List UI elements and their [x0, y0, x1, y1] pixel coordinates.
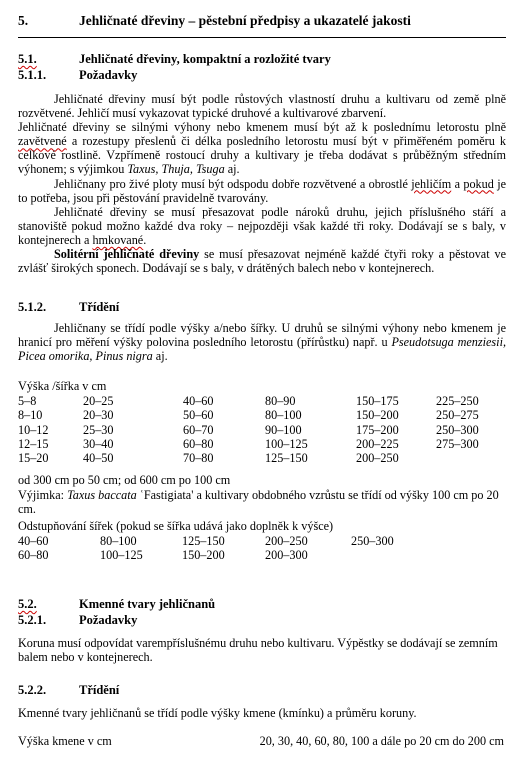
- size-table-cell: 15–20: [18, 451, 49, 466]
- size-table-header: Výška /šířka v cm: [18, 379, 107, 393]
- steps-line: od 300 cm po 50 cm; od 600 cm po 100 cm: [18, 473, 231, 487]
- size-table-cell: 80–90: [265, 394, 296, 408]
- width-table-cell: 250–300: [351, 534, 394, 548]
- chapter-title: Jehličnaté dřeviny – pěstební předpisy a ukazatelé jakosti: [79, 13, 411, 28]
- width-table-header: Odstupňování šířek (pokud se šířka udává jako doplněk k výšce): [18, 519, 334, 533]
- size-table-cell: 30–40: [83, 436, 114, 451]
- trunk-height-values: 20, 30, 40, 60, 80, 100 a dále po 20 cm do 200 cm: [259, 734, 504, 748]
- width-table-cell: 80–100: [100, 534, 137, 548]
- sorting-text: Jehličnany se třídí podle výšky a/nebo šířky. U druhů se silnými výhony nebo kmenem je hranicí pro měření výšky polovina posledního letorostu (přírůstku) např. u Pseudotsuga menziesii, Picea omorika, Pinus nigra aj.: [18, 321, 506, 364]
- size-table-cell: 20–25: [83, 394, 114, 408]
- size-table-cell: 40–60: [183, 394, 214, 408]
- size-table-cell: 8–10: [18, 408, 43, 423]
- width-table-cell: 60–80: [18, 548, 49, 562]
- size-table-cell: 10–12: [18, 422, 49, 437]
- size-table-cell: 50–60: [183, 408, 214, 423]
- section-5-2-2-number: 5.2.2.: [18, 683, 47, 697]
- section-5-1-number: 5.1.: [18, 52, 37, 66]
- size-table-cell: 250–300: [436, 422, 479, 437]
- size-table-cell: 275–300: [436, 436, 479, 451]
- size-table-cell: 200–250: [356, 451, 399, 466]
- width-table-cell: 100–125: [100, 548, 143, 562]
- section-5-2-2-title: Třídění: [79, 683, 120, 697]
- width-table-cell: 150–200: [182, 548, 225, 562]
- size-table-cell: 70–80: [183, 451, 214, 466]
- section-5-2-number: 5.2.: [18, 597, 37, 611]
- trunk-sorting-text: Kmenné tvary jehličnanů se třídí podle výšky kmene (kmínku) a průměru koruny.: [18, 706, 417, 720]
- section-5-1-title: Jehličnaté dřeviny, kompaktní a rozložité tvary: [79, 52, 331, 66]
- req-paragraph-1: Jehličnaté dřeviny musí být podle růstových vlastností druhu a kultivaru od země plně rozvětvené. Jehličí musí vykazovat typické druhové a kultivarové zbarvení.: [18, 92, 506, 121]
- section-5-2-title: Kmenné tvary jehličnanů: [79, 597, 216, 611]
- requirements-text: [18, 92, 506, 275]
- trunk-height-label: Výška kmene v cm: [18, 734, 112, 748]
- width-table: [18, 534, 508, 562]
- size-table-cell: 20–30: [83, 408, 114, 423]
- width-table-cell: 125–150: [182, 534, 225, 548]
- size-table-cell: 12–15: [18, 436, 49, 451]
- size-table-cell: 90–100: [265, 422, 302, 437]
- size-table-cell: 60–80: [183, 436, 214, 451]
- size-table-cell: 40–50: [83, 451, 114, 466]
- size-table-cell: 225–250: [436, 394, 479, 408]
- size-table-cell: 25–30: [83, 422, 114, 437]
- section-5-2-1-number: 5.2.1.: [18, 613, 47, 627]
- size-table-cell: 175–200: [356, 422, 399, 437]
- size-table-cell: 250–275: [436, 408, 479, 423]
- size-table-cell: 100–125: [265, 436, 308, 451]
- chapter-number: 5.: [18, 13, 29, 28]
- size-table-cell: 200–225: [356, 436, 399, 451]
- section-5-2-1-title: Požadavky: [79, 613, 138, 627]
- width-table-cell: 40–60: [18, 534, 49, 548]
- req-paragraph-4: Jehličnaté dřeviny se musí přesazovat podle nároků druhu, jejich příslušného stáří a stanoviště pokud možno každé dva roky – nejpozději však každé tři roky. Dodávají se s baly, v kontejnerech a hmkované.: [18, 204, 506, 247]
- req-paragraph-2: Jehličnaté dřeviny se silnými výhony nebo kmenem musí být až k poslednímu letorostu plně zavětvené a rozestupy přeslenů či délka posledního letorostu musí být v přiměřeném poměru k celkové rostlině. Vzpřímeně rostoucí druhy a kultivary je třeba dodávat s průběžným středním výhonem; s výjimkou Taxus, Thuja, Tsuga aj.: [18, 120, 506, 177]
- section-5-1-1-title: Požadavky: [79, 68, 138, 82]
- section-5-1-1-number: 5.1.1.: [18, 68, 47, 82]
- width-table-cell: 200–300: [265, 548, 308, 562]
- width-table-cell: 200–250: [265, 534, 308, 548]
- req-paragraph-3: Jehličnany pro živé ploty musí být odspodu dobře rozvětvené a obrostlé jehličím a pokud je to potřeba, jsou při pěstování pravidelně tvarovány.: [18, 176, 506, 205]
- section-5-1-2-number: 5.1.2.: [18, 300, 47, 314]
- size-table-cell: 150–200: [356, 408, 399, 423]
- section-5-1-2-title: Třídění: [79, 300, 120, 314]
- exception-text: Výjimka: Taxus baccata ʿFastigiata' a kultivary obdobného vzrůstu se třídí od výšky 100 cm po 20 cm.: [18, 488, 499, 516]
- chapter-rule: [18, 37, 506, 38]
- size-table-cell: 60–70: [183, 422, 214, 437]
- size-table-cell: 5–8: [18, 394, 37, 408]
- req-paragraph-5: Solitérní jehličnaté dřeviny se musí přesazovat nejméně každé čtyři roky a pěstovat ve zvlášť širokých sponech. Dodávají se s baly, v drátěných balech nebo v kontejnerech.: [18, 247, 506, 276]
- size-table-cell: 80–100: [265, 408, 302, 423]
- size-table: [18, 394, 508, 466]
- trunk-requirements-text: Koruna musí odpovídat varempříslušnému druhu nebo kultivaru. Výpěstky se dodávají se zemním balem nebo v kontejnerech.: [18, 636, 498, 665]
- size-table-cell: 150–175: [356, 394, 399, 408]
- size-table-cell: 125–150: [265, 451, 308, 466]
